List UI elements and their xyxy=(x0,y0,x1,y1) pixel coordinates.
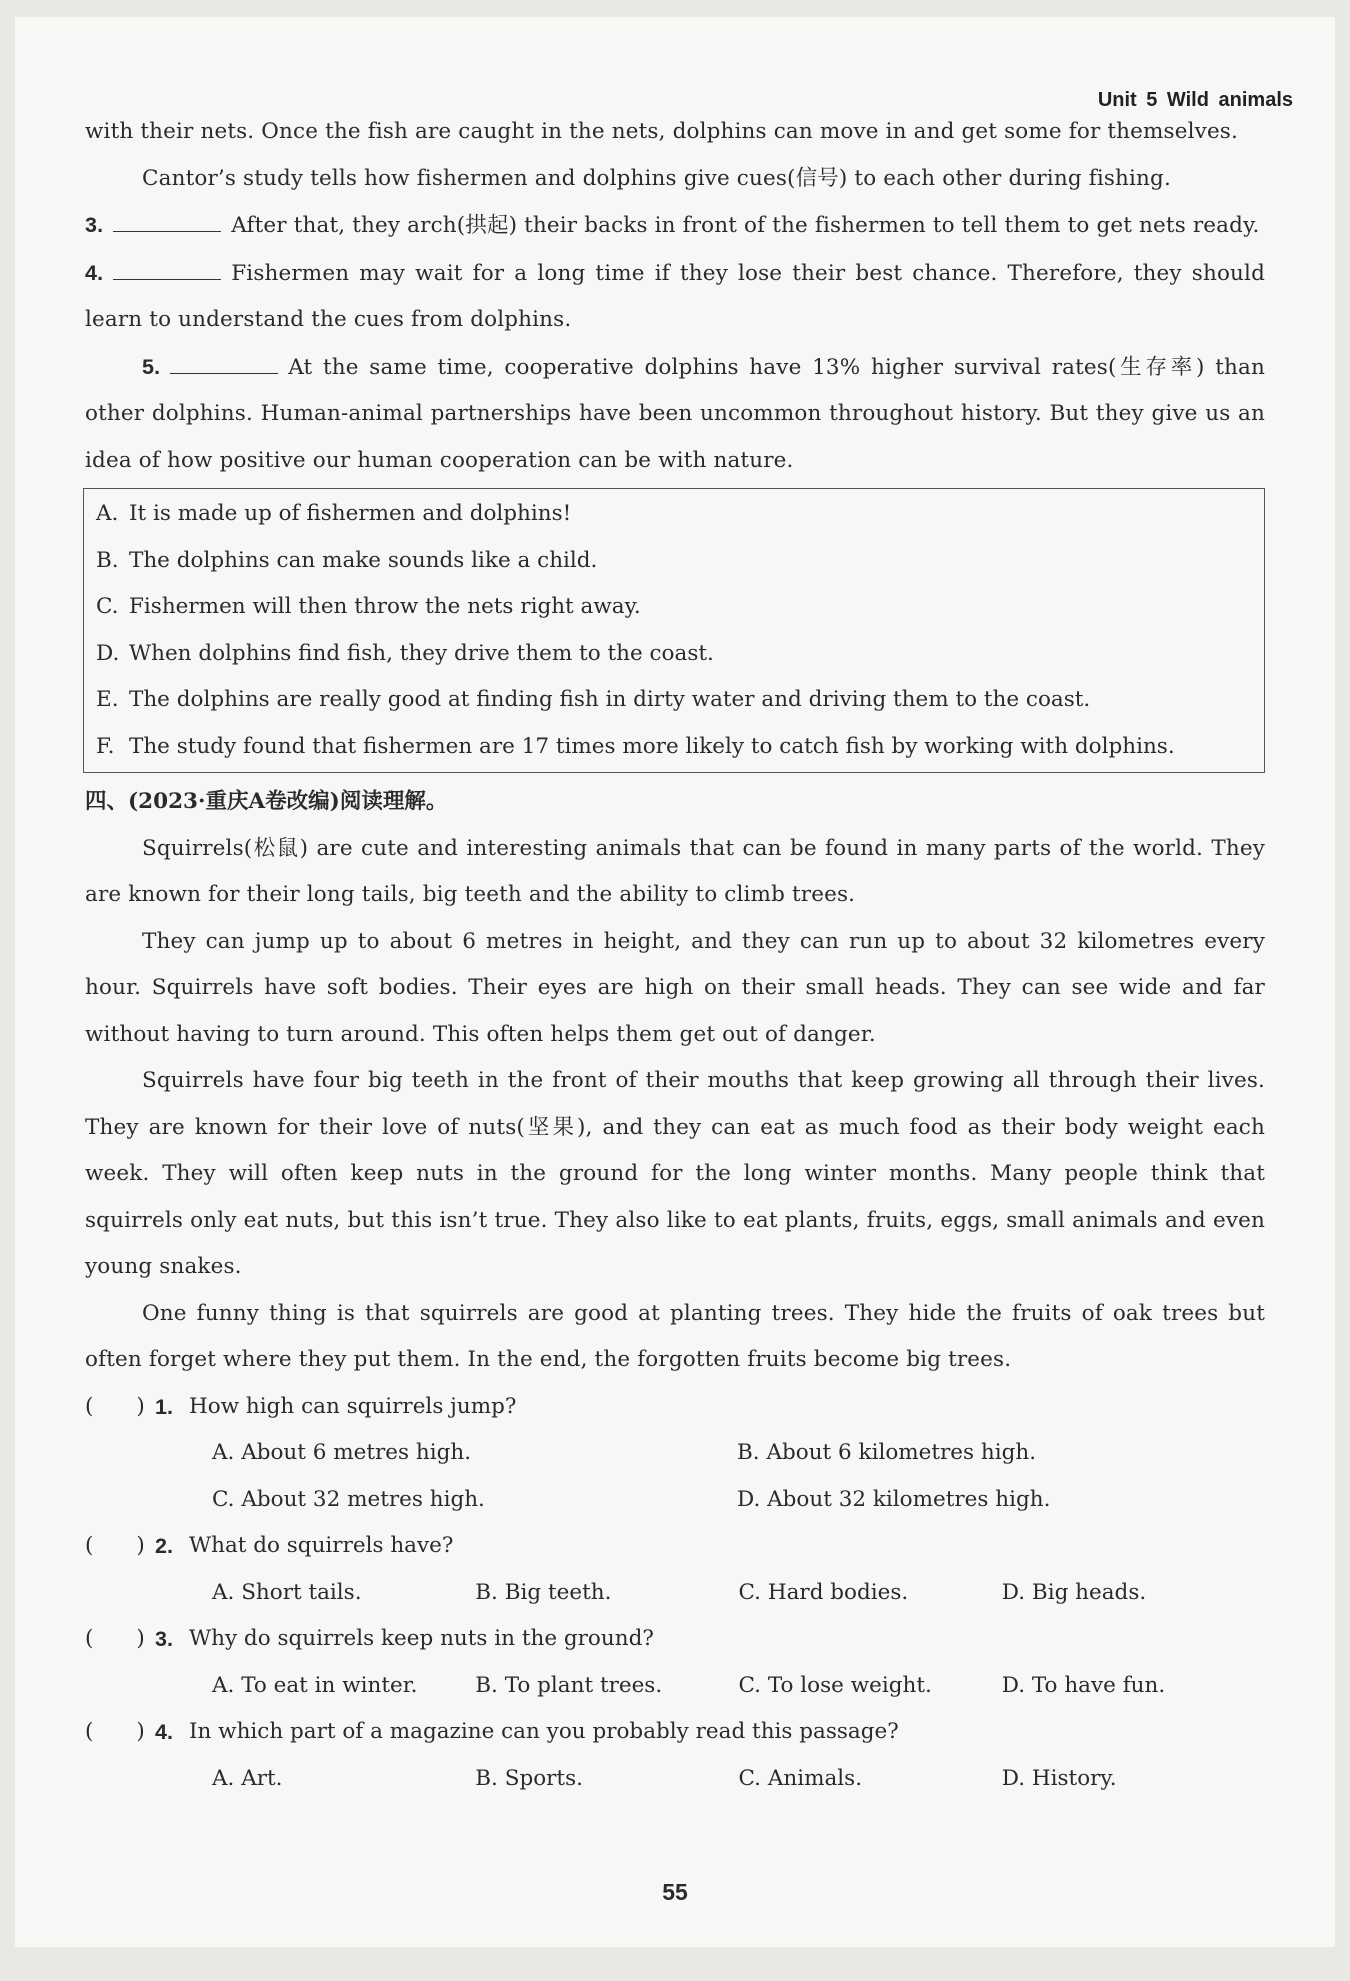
paragraph: Squirrels have four big teeth in the front of their mouths that keep growing all through their lives. They are known for their love of nuts(坚果), and they can eat as much food as their body weight each week. They will often keep nuts in the ground for the long winter months. Many people think that squirrels only eat nuts, but this isn’t true. They also like to eat plants, fruits, eggs, small animals and even young snakes. xyxy=(85,1068,1265,1279)
answer-blank[interactable] xyxy=(170,351,278,374)
answer-parentheses[interactable]: ( ) xyxy=(85,1533,145,1558)
choice[interactable]: A. To eat in winter. xyxy=(212,1672,418,1698)
option-letter: C. xyxy=(96,594,119,619)
question-text: In which part of a magazine can you probably read this passage? xyxy=(189,1719,899,1744)
option-text: The study found that fishermen are 17 times more likely to catch fish by working with dolphins. xyxy=(129,733,1175,759)
page-number: 55 xyxy=(662,1879,688,1905)
choice[interactable]: A. About 6 metres high. xyxy=(212,1440,472,1465)
option-letter: E. xyxy=(96,687,119,712)
paragraph: Cantor’s study tells how fishermen and dolphins give cues(信号) to each other during fishing. xyxy=(142,165,1171,191)
answer-blank[interactable] xyxy=(113,257,221,280)
option-a xyxy=(96,491,1256,538)
answer-parentheses[interactable]: ( ) xyxy=(85,1626,145,1651)
paragraph: Squirrels(松鼠) are cute and interesting animals that can be found in many parts of the world. They are known for their long tails, big teeth and the ability to climb trees. xyxy=(85,835,1265,907)
option-b xyxy=(96,538,1256,585)
passage-continuation xyxy=(85,109,1265,1802)
choice[interactable]: D. Big heads. xyxy=(1001,1579,1147,1605)
paragraph-text: At the same time, cooperative dolphins have 13% higher survival rates(生存率) than other dolphins. Human-animal partnerships have been uncommon throughout history. But they give us an idea of how positive our human cooperation can be with nature. xyxy=(85,354,1265,473)
option-text: The dolphins can make sounds like a child. xyxy=(129,547,598,573)
option-letter: B. xyxy=(96,547,119,573)
answer-parentheses[interactable]: ( ) xyxy=(85,1393,145,1419)
option-c xyxy=(96,584,1256,631)
choice[interactable]: C. About 32 metres high. xyxy=(212,1486,485,1512)
choice[interactable]: D. History. xyxy=(1001,1765,1117,1791)
option-text: The dolphins are really good at finding fish in dirty water and driving them to the coast. xyxy=(129,687,1091,712)
choice[interactable]: B. Sports. xyxy=(475,1765,583,1791)
choice[interactable]: A. Art. xyxy=(212,1765,283,1791)
question-number: 2. xyxy=(155,1534,173,1558)
question-text: How high can squirrels jump? xyxy=(189,1393,517,1419)
option-text: When dolphins find fish, they drive them to the coast. xyxy=(129,640,714,666)
choice[interactable]: B. To plant trees. xyxy=(475,1672,663,1698)
question-text: Why do squirrels keep nuts in the ground? xyxy=(189,1626,654,1651)
question-3 xyxy=(85,1616,1265,1663)
option-text: Fishermen will then throw the nets right away. xyxy=(129,594,641,619)
choices-row xyxy=(85,1430,1265,1477)
option-e xyxy=(96,677,1256,724)
choice[interactable]: C. To lose weight. xyxy=(738,1672,932,1698)
choice[interactable]: A. Short tails. xyxy=(212,1579,362,1605)
choices-row xyxy=(85,1756,1265,1803)
choices-row xyxy=(85,1570,1265,1617)
question-number: 3. xyxy=(85,213,104,237)
question-number: 3. xyxy=(155,1627,173,1651)
question-2 xyxy=(85,1523,1265,1570)
option-letter: D. xyxy=(96,640,120,666)
paragraph-q3 xyxy=(85,202,1265,250)
choice[interactable]: C. Animals. xyxy=(738,1765,863,1791)
paragraph-q4 xyxy=(85,250,1265,344)
section-title: 四、(2023·重庆A卷改编)阅读理解。 xyxy=(85,789,448,814)
choices-row xyxy=(85,1663,1265,1710)
unit-header: Unit 5 Wild animals xyxy=(1097,89,1293,111)
question-1 xyxy=(85,1384,1265,1431)
option-text: It is made up of fishermen and dolphins! xyxy=(129,501,572,526)
paragraph: They can jump up to about 6 metres in height, and they can run up to about 32 kilometres every hour. Squirrels have soft bodies. Their eyes are high on their small heads. They can see wide and far without having to turn around. This often helps them get out of danger. xyxy=(85,928,1265,1047)
paragraph-text: After that, they arch(拱起) their backs in front of the fishermen to tell them to get nets ready. xyxy=(231,213,1260,238)
choice[interactable]: C. Hard bodies. xyxy=(738,1579,909,1605)
paragraph-q5 xyxy=(85,344,1265,485)
option-f xyxy=(96,724,1256,771)
choice[interactable]: D. About 32 kilometres high. xyxy=(737,1486,1051,1512)
options-box xyxy=(83,488,1265,773)
choice[interactable]: B. About 6 kilometres high. xyxy=(737,1440,1037,1465)
option-letter: F. xyxy=(96,733,115,759)
paragraph-text: Fishermen may wait for a long time if they lose their best chance. Therefore, they should learn to understand the cues from dolphins. xyxy=(85,260,1265,332)
workbook-page xyxy=(15,17,1335,1947)
paragraph: One funny thing is that squirrels are good at planting trees. They hide the fruits of oak trees but often forget where they put them. In the end, the forgotten fruits become big trees. xyxy=(85,1300,1265,1372)
question-text: What do squirrels have? xyxy=(189,1533,454,1558)
choices-row xyxy=(85,1477,1265,1524)
question-number: 5. xyxy=(142,354,161,379)
answer-blank[interactable] xyxy=(113,209,221,232)
choice[interactable]: B. Big teeth. xyxy=(475,1579,612,1605)
option-letter: A. xyxy=(96,501,119,526)
question-number: 4. xyxy=(85,260,104,285)
question-number: 1. xyxy=(155,1394,173,1419)
choice[interactable]: D. To have fun. xyxy=(1001,1672,1166,1698)
question-4 xyxy=(85,1709,1265,1756)
option-d xyxy=(96,631,1256,678)
question-number: 4. xyxy=(155,1720,173,1744)
paragraph: with their nets. Once the fish are caught in the nets, dolphins can move in and get some for themselves. xyxy=(85,119,1238,144)
answer-parentheses[interactable]: ( ) xyxy=(85,1719,145,1744)
